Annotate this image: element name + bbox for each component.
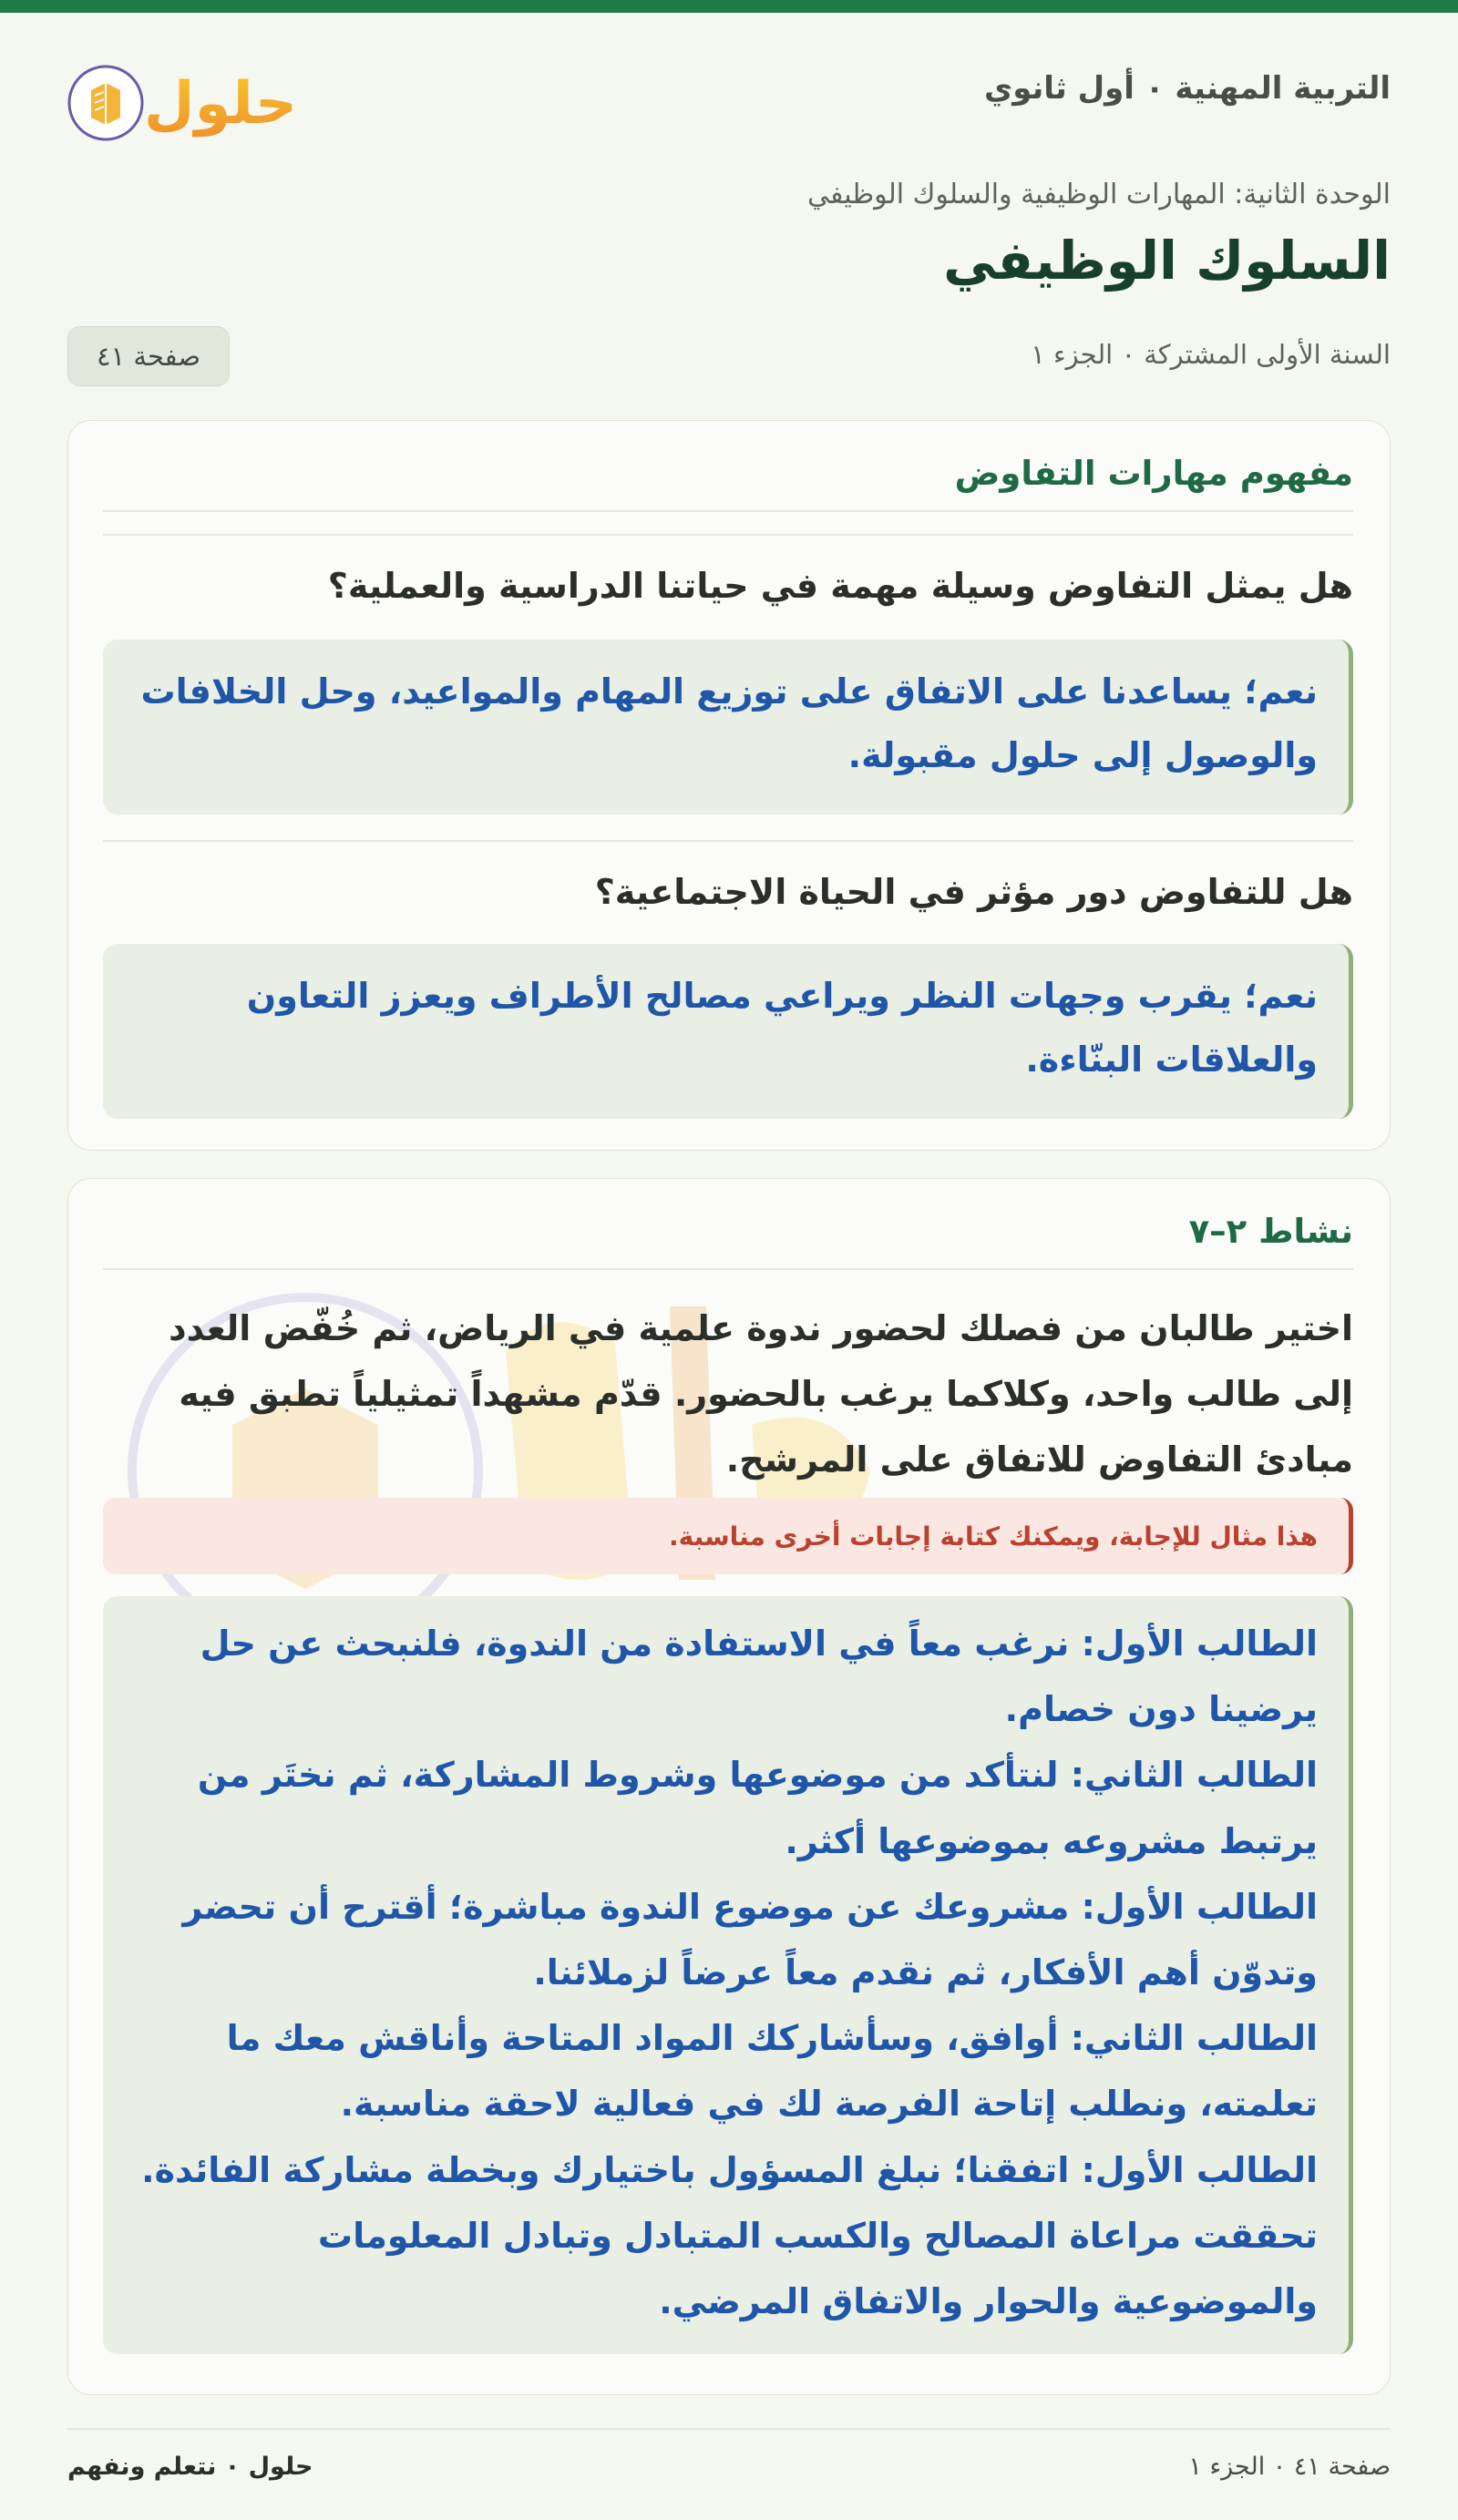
answer-1-text: نعم؛ يساعدنا على الاتفاق على توزيع المهام والمواعيد، وحل الخلافات والوصول إلى حلول مقبولة. [140,671,1318,776]
activity-title: نشاط ٢–٧ [1188,1212,1353,1251]
dialogue-line: الطالب الثاني: أوافق، وسأشاركك المواد المتاحة وأناقش معك ما تعلمته، ونطلب إتاحة الفرصة لك في فعالية لاحقة مناسبة. [226,2018,1318,2125]
activity-prompt: اختير طالبان من فصلك لحضور ندوة علمية في الرياض، ثم خُفّض العدد إلى طالب واحد، وكلاكما يرغب بالحضور. قدّم مشهداً تمثيلياً تطبق فيه مبادئ التفاوض للاتفاق على المرشح. [169,1308,1353,1480]
page-header [67,50,1391,159]
dialogue-summary: تحققت مراعاة المصالح والكسب المتبادل وتبادل المعلومات والموضوعية والحوار والاتفاق المرضي. [317,2215,1318,2321]
dialogue-line: الطالب الأول: مشروعك عن موضوع الندوة مباشرة؛ أقترح أن تحضر وتدوّن أهم الأفكار، ثم نقدم معاً عرضاً لزملائنا. [182,1886,1318,1992]
dialogue-line: الطالب الأول: نرغب معاً في الاستفادة من الندوة، فلنبحث عن حل يرضينا دون خصام. [200,1624,1318,1730]
divider [103,1268,1353,1270]
question-1: هل يمثل التفاوض وسيلة مهمة في حياتنا الدراسية والعملية؟ [327,566,1353,606]
top-accent-bar [0,0,1458,13]
answer-1 [103,640,1353,814]
subject-label: التربية المهنية ٠ أول ثانوي [984,70,1391,107]
dialogue-line: الطالب الثاني: لنتأكد من موضوعها وشروط المشاركة، ثم نختَر من يرتبط مشروعه بموضوعها أكثر. [197,1755,1318,1861]
answer-2 [103,944,1353,1119]
negotiation-concept-card [67,420,1391,1151]
example-note [103,1498,1353,1574]
footer-page-info: صفحة ٤١ ٠ الجزء ١ [1188,2453,1391,2481]
dialogue-line: الطالب الأول: اتفقنا؛ نبلغ المسؤول باختيارك وبخطة مشاركة الفائدة. [141,2149,1318,2190]
footer-divider [67,2428,1391,2430]
unit-breadcrumb: الوحدة الثانية: المهارات الوظيفية والسلوك الوظيفي [807,179,1391,210]
question-2: هل للتفاوض دور مؤثر في الحياة الاجتماعية؟ [594,872,1353,912]
section-title: مفهوم مهارات التفاوض [954,454,1353,493]
divider [103,840,1353,842]
divider [103,534,1353,536]
page-title: السلوك الوظيفي [943,230,1391,292]
dialogue-answer [103,1596,1353,2354]
logo-wordmark: حلول [144,70,297,138]
example-note-text: هذا مثال للإجابة، ويمكنك كتابة إجابات أخرى مناسبة. [669,1521,1318,1552]
page-number-badge: صفحة ٤١ [67,326,230,386]
hulul-logo[interactable] [67,50,304,150]
answer-2-text: نعم؛ يقرب وجهات النظر ويراعي مصالح الأطراف ويعزز التعاون والعلاقات البنّاءة. [246,976,1318,1081]
course-meta: السنة الأولى المشتركة ٠ الجزء ١ [1031,339,1391,370]
activity-card [67,1178,1391,2395]
divider [103,510,1353,512]
footer-brand: حلول ٠ نتعلم ونفهم [67,2453,313,2481]
